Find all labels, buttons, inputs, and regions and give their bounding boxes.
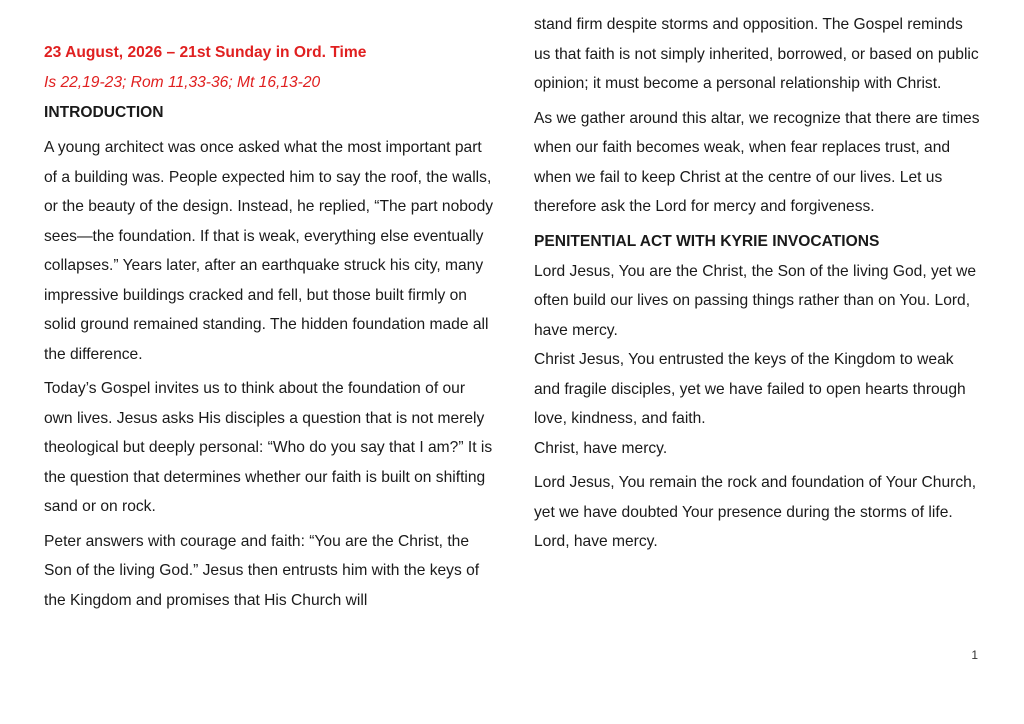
right-column [534,16,980,557]
kyrie-invocation-3: Christ, have mercy. [534,439,668,457]
introduction-heading: INTRODUCTION [44,104,164,121]
intro-paragraph-3-continued: stand firm despite storms and opposition. The Gospel reminds us that faith is not simply inherited, borrowed, or based on public opinion; it must become a personal relationship with Christ. [534,16,979,92]
readings-line: Is 22,19-23; Rom 11,33-36; Mt 16,13-20 [44,74,321,91]
left-column [44,38,496,615]
intro-paragraph-3: Peter answers with courage and faith: “You are the Christ, the Son of the living God.” Jesus then entrusts him with the keys of the Kingdom and promises that His Church will [44,532,480,609]
kyrie-invocation-2: Christ Jesus, You entrusted the keys of the Kingdom to weak and fragile disciples, yet we have failed to open hearts through love, kindness, and faith. [534,351,966,427]
date-line: 23 August, 2026 – 21st Sunday in Ord. Time [44,44,367,61]
intro-paragraph-1: A young architect was once asked what the most important part of a building was. People expected him to say the roof, the walls, or the beauty of the design. Instead, he replied, “The part nobody sees—the foundation. If that is weak, everything else eventually collapses.” Years later, after an earthquake struck his city, many impressive buildings cracked and fell, but those built firmly on solid ground remained standing. The hidden foundation made all the difference. [44,139,494,363]
intro-paragraph-2: Today’s Gospel invites us to think about the foundation of our own lives. Jesus asks His disciples a question that is not merely theological but deeply personal: “Who do you say that I am?” It is the question that determines whether our faith is built on shifting sand or on rock. [44,380,493,515]
kyrie-invocation-4: Lord Jesus, You remain the rock and foundation of Your Church, yet we have doubted Your presence during the storms of life. Lord, have mercy. [534,474,977,550]
page-number: 1 [971,648,978,662]
kyrie-invocation-1: Lord Jesus, You are the Christ, the Son of the living God, yet we often build our lives on passing things rather than on You. Lord, have mercy. [534,262,977,339]
intro-paragraph-4: As we gather around this altar, we recognize that there are times when our faith becomes weak, when fear replaces trust, and when we fail to keep Christ at the centre of our lives. Let us therefore ask the Lord for mercy and forgiveness. [534,109,980,215]
penitential-act-heading: PENITENTIAL ACT WITH KYRIE INVOCATIONS [534,232,880,250]
